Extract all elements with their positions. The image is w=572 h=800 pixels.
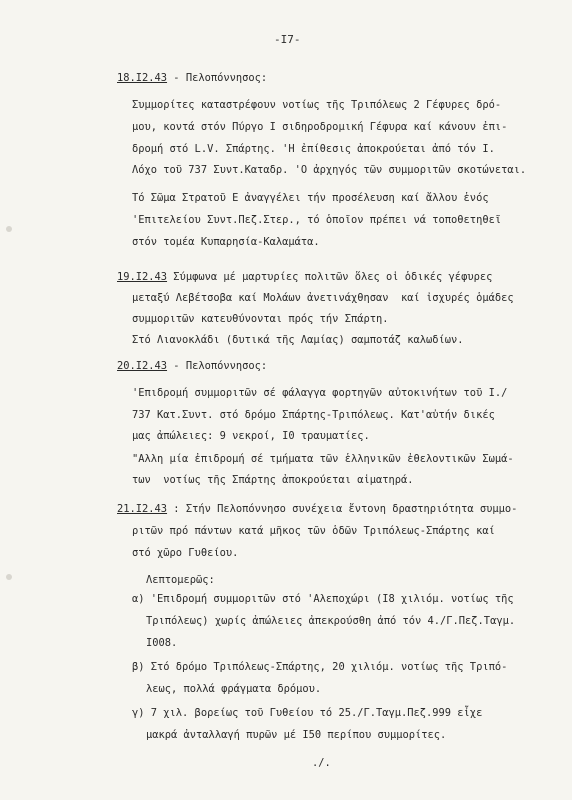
entry-heading-text: - Πελοπόννησος: [167, 72, 268, 84]
text-line: συμμοριτῶν κατευθύνονται πρός τήν Σπάρτη. [132, 313, 389, 325]
text-line: δρομή στό L.V. Σπάρτης. 'Η ἐπίθεσις ἀποκρούεται ἀπό τόν Ι. [132, 143, 495, 155]
entry-heading [117, 271, 492, 283]
text-line: I008. [146, 637, 178, 649]
entry-heading [117, 72, 267, 84]
entry-heading-text: Σύμφωνα μέ μαρτυρίες πολιτῶν ὅλες οἱ ὁδικές γέφυρες [167, 271, 493, 283]
continuation-mark: ./. [312, 757, 331, 769]
entry-date: 21.I2.43 [117, 503, 168, 515]
entry-heading [117, 360, 267, 372]
list-item: β) Στό δρόμο Τριπόλεως-Σπάρτης, 20 χιλιόμ. νοτίως τῆς Τριπό- [132, 661, 508, 673]
page-number: -I7- [274, 33, 301, 46]
entry-heading-text: - Πελοπόννησος: [167, 360, 268, 372]
text-line: στό χῶρο Γυθείου. [132, 547, 239, 559]
entry-heading [117, 503, 517, 515]
text-line: Τριπόλεως) χωρίς ἀπώλειες ἀπεκρούσθη ἀπό τόν 4./Γ.Πεζ.Ταγμ. [146, 615, 516, 627]
text-line: μακρά ἀνταλλαγή πυρῶν μέ I50 περίπου συμμορίτες. [146, 729, 447, 741]
entry-date: 19.I2.43 [117, 271, 168, 283]
text-line: Τό Σῶμα Στρατοῦ Ε ἀναγγέλει τήν προσέλευση καί ἄλλου ἑνός [132, 192, 489, 204]
text-line: στόν τομέα Κυπαρησία-Καλαμάτα. [132, 236, 320, 248]
text-line: Λεπτομερῶς: [146, 574, 215, 586]
entry-date: 18.I2.43 [117, 72, 168, 84]
entry-heading-text: : Στήν Πελοπόννησο συνέχεια ἔντονη δραστηριότητα συμμο- [167, 503, 518, 515]
text-line: μου, κοντά στόν Πύργο Ι σιδηροδρομική Γέφυρα καί κάνουν ἐπι- [132, 121, 508, 133]
text-line: μεταξύ Λεβέτσοβα καί Μολάων ἀνετινάχθησαν καί ἰσχυρές ὁμάδες [132, 292, 514, 304]
text-line: "Αλλη μία ἐπιδρομή σέ τμήματα τῶν ἑλληνικῶν ἐθελοντικῶν Σωμά- [132, 453, 514, 465]
text-line: των νοτίως τῆς Σπάρτης ἀποκρούεται αἱματηρά. [132, 474, 414, 486]
text-line: 737 Κατ.Συντ. στό δρόμο Σπάρτης-Τριπόλεως. Κατ'αὐτήν δικές [132, 409, 495, 421]
text-line: λεως, πολλά φράγματα δρόμου. [146, 683, 322, 695]
entry-date: 20.I2.43 [117, 360, 168, 372]
list-item: α) 'Επιδρομή συμμοριτῶν στό 'Αλεποχώρι (Ι8 χιλιόμ. νοτίως τῆς [132, 593, 514, 605]
list-item: γ) 7 χιλ. βορείως τοῦ Γυθείου τό 25./Γ.Ταγμ.Πεζ.999 εἶχε [132, 707, 483, 719]
text-line: 'Επιδρομή συμμοριτῶν σέ φάλαγγα φορτηγῶν αὐτοκινήτων τοῦ Ι./ [132, 387, 508, 399]
text-line: ριτῶν πρό πάντων κατά μῆκος τῶν ὁδῶν Τριπόλεως-Σπάρτης καί [132, 525, 495, 537]
text-line: Στό Λιανοκλάδι (δυτικά τῆς Λαμίας) σαμποτάζ καλωδίων. [132, 334, 464, 346]
text-line: Συμμορίτες καταστρέφουν νοτίως τῆς Τριπόλεως 2 Γέφυρες δρό- [132, 99, 502, 111]
text-line: μας ἀπώλειες: 9 νεκροί, Ι0 τραυματίες. [132, 430, 370, 442]
text-line: Λόχο τοῦ 737 Συντ.Καταδρ. 'Ο ἀρχηγός τῶν συμμοριτῶν σκοτώνεται. [132, 164, 527, 176]
text-line: 'Επιτελείου Συντ.Πεζ.Στερ., τό ὁποῖον πρέπει νά τοποθετηθεῖ [132, 214, 502, 226]
